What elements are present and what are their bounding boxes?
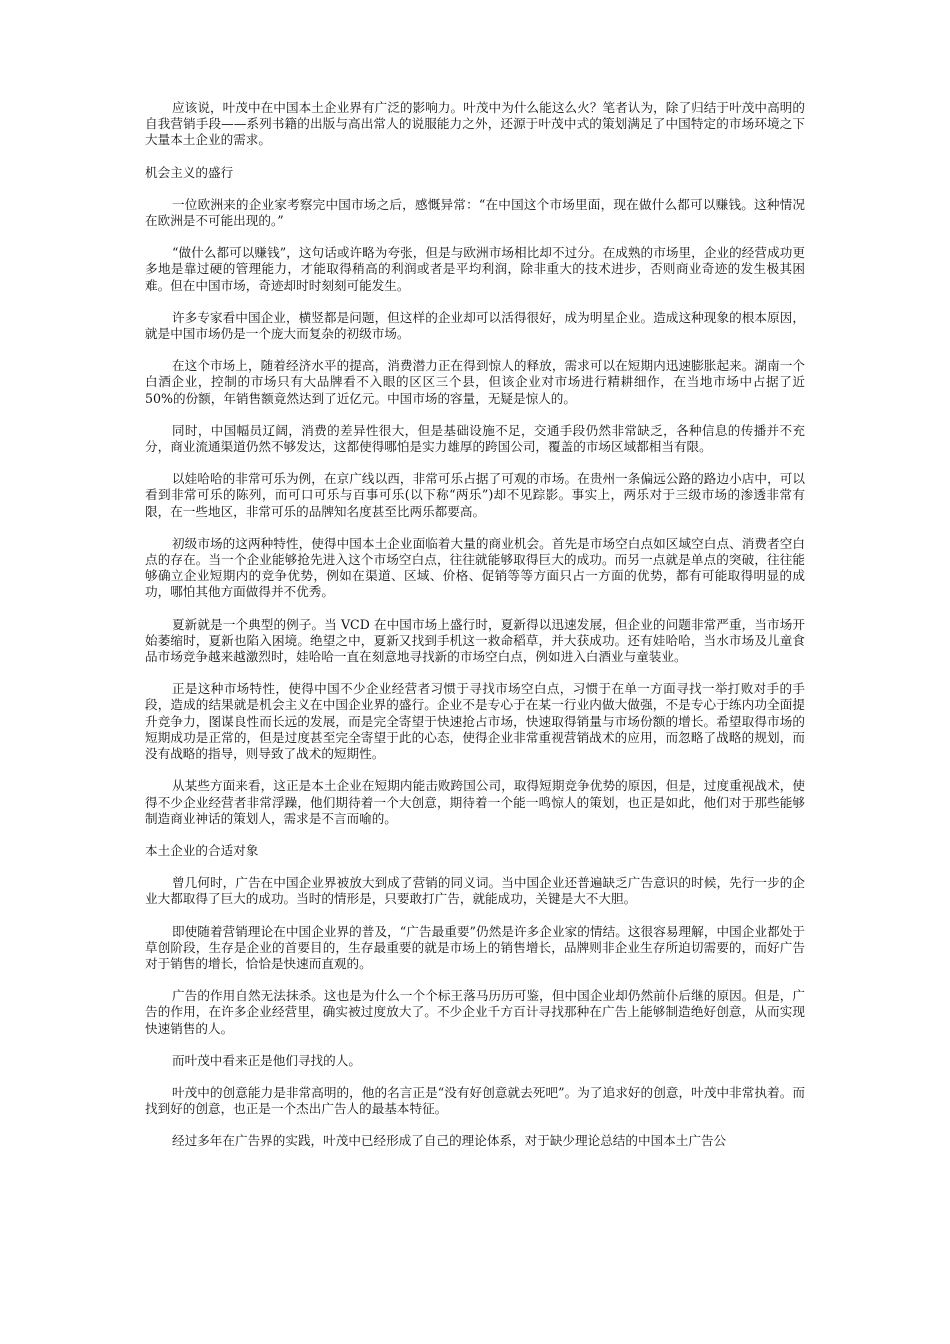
paragraph: 许多专家看中国企业，横竖都是问题，但这样的企业却可以活得很好，成为明星企业。造成这种现象的根本原因，就是中国市场仍是一个庞大而复杂的初级市场。 — [145, 309, 805, 342]
paragraph: 以娃哈哈的非常可乐为例，在京广线以西，非常可乐占据了可观的市场。在贵州一条偏远公路的路边小店中，可以看到非常可乐的陈列，而可口可乐与百事可乐(以下称“两乐”)却不见踪影。事实上，两乐对于三级市场的渗透非常有限，在一些地区，非常可乐的品牌知名度甚至比两乐都要高。 — [145, 471, 805, 519]
paragraph: 叶茂中的创意能力是非常高明的，他的名言正是“没有好创意就去死吧”。为了追求好的创意，叶茂中非常执着。而找到好的创意，也正是一个杰出广告人的最基本特征。 — [145, 1084, 805, 1117]
paragraph: 广告的作用自然无法抹杀。这也是为什么一个个标王落马历历可鉴，但中国企业却仍然前仆后继的原因。但是，广告的作用，在许多企业经营里，确实被过度放大了。不少企业千方百计寻找那种在广告上能够制造绝好创意，从而实现快速销售的人。 — [145, 988, 805, 1036]
paragraph: 正是这种市场特性，使得中国不少企业经营者习惯于寻找市场空白点，习惯于在单一方面寻找一举打败对手的手段，造成的结果就是机会主义在中国企业界的盛行。企业不是专心于在某一行业内做大做强，不是专心于练内功全面提升竞争力，图谋良性而长远的发展，而是完全寄望于快速抢占市场，快速取得销量与市场份额的增长。希望取得市场的短期成功是正常的，但是过度甚至完全寄望于此的心态，使得企业非常重视营销战术的应用，而忽略了战略的规划，而没有战略的指导，则导致了战术的短期性。 — [145, 681, 805, 762]
article-body — [145, 100, 805, 1166]
paragraph: 在这个市场上，随着经济水平的提高，消费潜力正在得到惊人的释放，需求可以在短期内迅速膨胀起来。湖南一个白酒企业，控制的市场只有大品牌看不入眼的区区三个县，但该企业对市场进行精耕细作，在当地市场中占据了近 50%的份额，年销售额竟然达到了近亿元。中国市场的容量，无疑是惊人的。 — [145, 358, 805, 406]
paragraph: 而叶茂中看来正是他们寻找的人。 — [172, 1052, 361, 1068]
section-heading: 机会主义的盛行 — [145, 164, 234, 180]
paragraph: 即使随着营销理论在中国企业界的普及，“广告最重要”仍然是许多企业家的情结。这很容易理解，中国企业都处于草创阶段，生存是企业的首要目的，生存最重要的就是市场上的销售增长，品牌则非企业生存所迫切需要的，而好广告对于销售的增长，恰恰是快速而直观的。 — [145, 923, 805, 971]
paragraph: 夏新就是一个典型的例子。当 VCD 在中国市场上盛行时，夏新得以迅速发展，但企业的问题非常严重，当市场开始萎缩时，夏新也陷入困境。绝望之中，夏新又找到手机这一救命稻草，并大获成功。还有娃哈哈，当水市场及儿童食品市场竞争越来越激烈时，娃哈哈一直在刻意地寻找新的市场空白点，例如进入白酒业与童装业。 — [145, 616, 805, 665]
paragraph: 从某些方面来看，这正是本土企业在短期内能击败跨国公司，取得短期竞争优势的原因，但是，过度重视战术，使得不少企业经营者非常浮躁，他们期待着一个大创意，期待着一个能一鸣惊人的策划，也正是如此，他们对于那些能够制造商业神话的策划人，需求是不言而喻的。 — [145, 778, 805, 826]
paragraph: “做什么都可以赚钱”，这句话或许略为夸张，但是与欧洲市场相比却不过分。在成熟的市场里，企业的经营成功更多地是靠过硬的管理能力，才能取得稍高的利润或者是平均利润，除非重大的技术进步，否则商业奇迹的发生极其困难。但在中国市场，奇迹却时时刻刻可能发生。 — [145, 245, 805, 293]
section-heading: 本土企业的合适对象 — [145, 842, 259, 858]
paragraph: 经过多年在广告界的实践，叶茂中已经形成了自己的理论体系，对于缺少理论总结的中国本土广告公 — [172, 1133, 727, 1149]
paragraph: 应该说，叶茂中在中国本土企业界有广泛的影响力。叶茂中为什么能这么火？笔者认为，除了归结于叶茂中高明的自我营销手段——系列书籍的出版与高出常人的说服能力之外，还源于叶茂中式的策划满足了中国特定的市场环境之下大量本土企业的需求。 — [145, 100, 805, 148]
paragraph: 初级市场的这两种特性，使得中国本土企业面临着大量的商业机会。首先是市场空白点如区域空白点、消费者空白点的存在。当一个企业能够抢先进入这个市场空白点，往往就能够取得巨大的成功。而另一点就是单点的突破，往往能够确立企业短期内的竞争优势，例如在渠道、区域、价格、促销等等方面只占一方面的优势，都有可能取得明显的成功，哪怕其他方面做得并不优秀。 — [145, 535, 805, 600]
paragraph: 曾几何时，广告在中国企业界被放大到成了营销的同义词。当中国企业还普遍缺乏广告意识的时候，先行一步的企业大都取得了巨大的成功。当时的情形是，只要敢打广告，就能成功，关键是大不大胆。 — [145, 875, 805, 907]
paragraph: 一位欧洲来的企业家考察完中国市场之后，感慨异常：“在中国这个市场里面，现在做什么都可以赚钱。这种情况在欧洲是不可能出现的。” — [145, 196, 805, 229]
paragraph: 同时，中国幅员辽阔，消费的差异性很大，但是基础设施不足，交通手段仍然非常缺乏，各种信息的传播并不充分，商业流通渠道仍然不够发达，这都使得哪怕是实力雄厚的跨国公司，覆盖的市场区域都相当有限。 — [145, 422, 805, 455]
